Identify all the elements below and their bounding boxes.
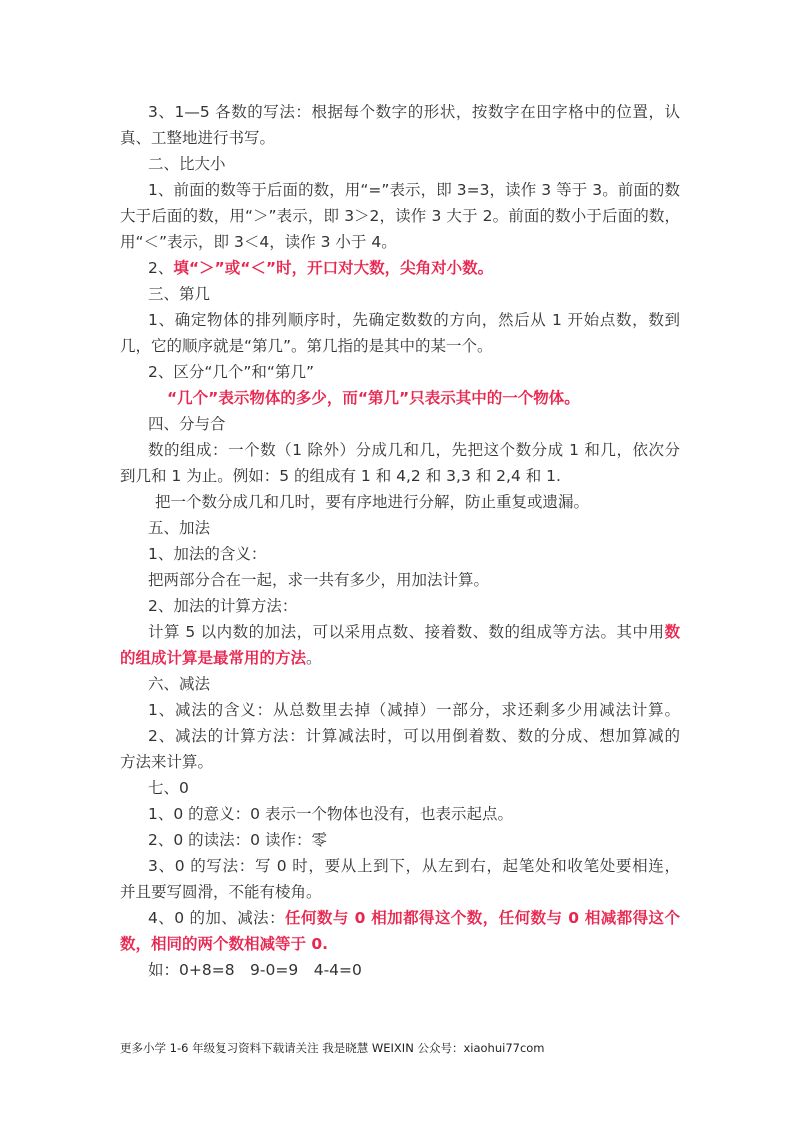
emphasis-text: 的组成计算是最常用的方法 bbox=[120, 649, 307, 667]
text-line bbox=[148, 619, 680, 645]
text-line bbox=[148, 177, 680, 203]
line-text: 2、 bbox=[148, 259, 174, 277]
text-line bbox=[120, 125, 680, 151]
text-line bbox=[120, 749, 680, 775]
line-text: 4、0 的加、减法： bbox=[148, 909, 286, 927]
text-line bbox=[120, 333, 680, 359]
text-line bbox=[148, 853, 680, 879]
line-text: 1、减法的含义：从总数里去掉（减掉）一部分，求还剩多少用减法计算。 bbox=[148, 701, 680, 719]
line-text: 如：0+8=8 9-0=9 4-4=0 bbox=[148, 961, 362, 979]
line-text: 把一个数分成几和几时，要有序地进行分解，防止重复或遗漏。 bbox=[155, 493, 590, 511]
text-line bbox=[148, 593, 680, 619]
line-text: 七、0 bbox=[148, 779, 189, 797]
text-line bbox=[148, 723, 680, 749]
text-line bbox=[148, 801, 680, 827]
section-heading bbox=[148, 515, 680, 541]
line-text: 1、前面的数等于后面的数，用“=”表示，即 3=3，读作 3 等于 3。前面的数 bbox=[148, 181, 680, 199]
text-line bbox=[148, 437, 680, 463]
text-line bbox=[148, 697, 680, 723]
line-text: 1、0 的意义：0 表示一个物体也没有，也表示起点。 bbox=[148, 805, 513, 823]
line-text: 到几和 1 为止。例如：5 的组成有 1 和 4,2 和 3,3 和 2,4 和 1. bbox=[120, 467, 561, 485]
line-text: 并且要写圆滑，不能有棱角。 bbox=[120, 883, 322, 901]
line-text: 。 bbox=[306, 649, 322, 667]
emphasis-text: 填“＞”或“＜”时，开口对大数，尖角对小数。 bbox=[173, 259, 494, 277]
line-text: 2、加法的计算方法： bbox=[148, 597, 298, 615]
line-text: 真、工整地进行书写。 bbox=[120, 129, 276, 147]
line-text: 2、0 的读法：0 读作：零 bbox=[148, 831, 327, 849]
line-text: 把两部分合在一起，求一共有多少，用加法计算。 bbox=[148, 571, 490, 589]
text-line bbox=[148, 307, 680, 333]
emphasis-text: 数，相同的两个数相减等于 0. bbox=[120, 935, 329, 953]
line-text: 2、区分“几个”和“第几” bbox=[148, 363, 314, 381]
emphasis-text: 任何数与 0 相加都得这个数，任何数与 0 相减都得这个 bbox=[285, 909, 680, 927]
line-text: 几，它的顺序就是“第几”。第几指的是其中的某一个。 bbox=[120, 337, 493, 355]
text-line bbox=[148, 827, 680, 853]
line-text: 3、0 的写法：写 0 时，要从上到下，从左到右，起笔处和收笔处要相连， bbox=[148, 857, 680, 875]
line-text: 计算 5 以内数的加法，可以采用点数、接着数、数的组成等方法。其中用 bbox=[148, 623, 665, 641]
text-line bbox=[148, 99, 680, 125]
line-text: 3、1—5 各数的写法：根据每个数字的形状，按数字在田字格中的位置，认 bbox=[148, 103, 680, 121]
text-line bbox=[148, 255, 680, 281]
text-line bbox=[155, 489, 680, 515]
line-text: 六、减法 bbox=[148, 675, 211, 693]
emphasis-text: “几个”表示物体的多少，而“第几”只表示其中的一个物体。 bbox=[167, 389, 580, 407]
line-text: 五、加法 bbox=[148, 519, 211, 537]
line-text: 方法来计算。 bbox=[120, 753, 214, 771]
text-line bbox=[148, 541, 680, 567]
example-line bbox=[148, 957, 680, 983]
line-text: 二、比大小 bbox=[148, 155, 226, 173]
section-heading bbox=[148, 151, 680, 177]
text-line bbox=[120, 203, 680, 229]
line-text: 2、减法的计算方法：计算减法时，可以用倒着数、数的分成、想加算减的 bbox=[148, 727, 680, 745]
section-heading bbox=[148, 411, 680, 437]
emphasis-text: 数 bbox=[664, 623, 680, 641]
line-text: 四、分与合 bbox=[148, 415, 226, 433]
text-line bbox=[120, 645, 680, 671]
line-text: 1、确定物体的排列顺序时，先确定数数的方向，然后从 1 开始点数，数到 bbox=[148, 311, 680, 329]
text-line bbox=[148, 359, 680, 385]
text-line bbox=[120, 931, 680, 957]
text-line bbox=[120, 879, 680, 905]
text-line bbox=[148, 905, 680, 931]
line-text: 用“＜”表示，即 3＜4，读作 3 小于 4。 bbox=[120, 233, 397, 251]
section-heading bbox=[148, 281, 680, 307]
line-text: 大于后面的数，用“＞”表示，即 3＞2，读作 3 大于 2。前面的数小于后面的数， bbox=[120, 207, 680, 225]
text-line bbox=[167, 385, 680, 411]
line-text: 数的组成：一个数（1 除外）分成几和几，先把这个数分成 1 和几，依次分 bbox=[148, 441, 680, 459]
text-line bbox=[148, 567, 680, 593]
footer-note: 更多小学 1-6 年级复习资料下载请关注 我是晓慧 WEIXIN 公众号：xiaohui77com bbox=[120, 1041, 545, 1055]
text-line bbox=[120, 463, 680, 489]
text-line bbox=[120, 229, 680, 255]
line-text: 三、第几 bbox=[148, 285, 211, 303]
section-heading bbox=[148, 671, 680, 697]
line-text: 1、加法的含义： bbox=[148, 545, 267, 563]
section-heading bbox=[148, 775, 680, 801]
